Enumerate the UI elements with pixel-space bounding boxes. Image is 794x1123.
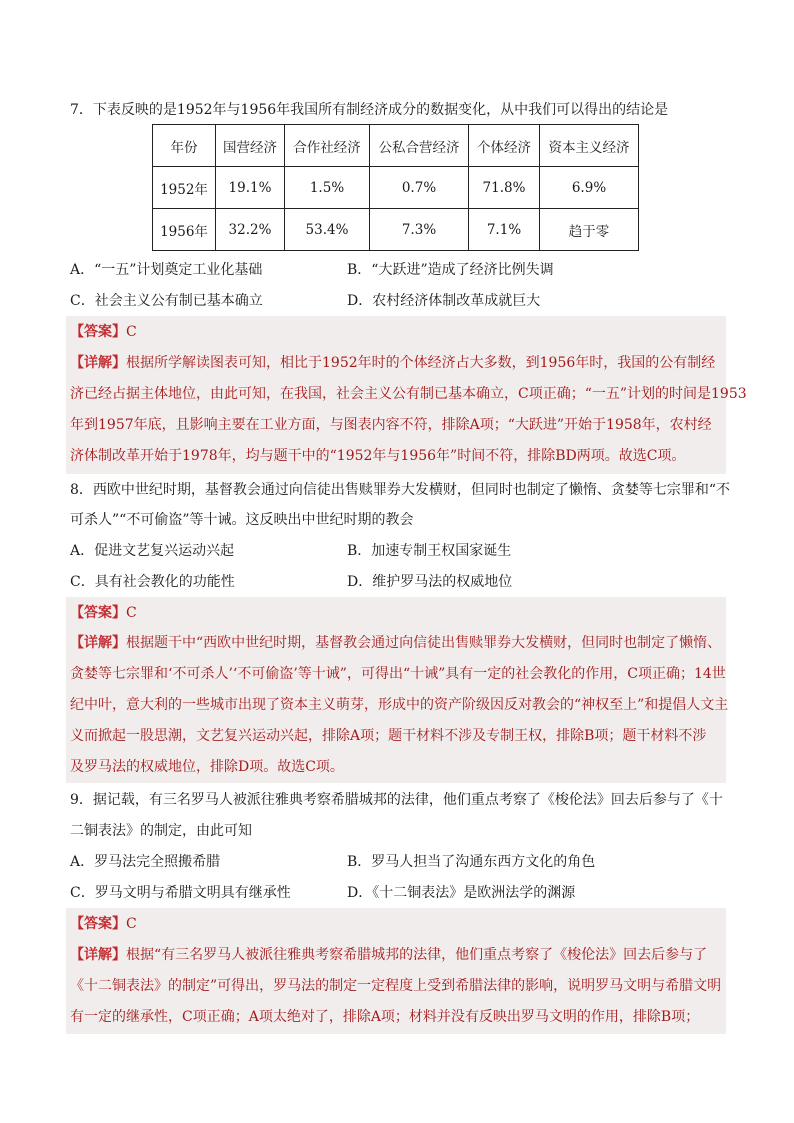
table-row [153,209,639,251]
detail-text: 根据“有三名罗马人被派往雅典考察希腊城邦的法律，他们重点考察了《梭伦法》回去后参与了 [126,947,708,963]
table-cell: 32.2% [216,209,285,251]
table-header-cell: 公私合营经济 [370,125,469,167]
table-row [153,167,639,209]
q8-detail-line: 义而掀起一股思潮，文艺复兴运动兴起，排除A项；题干材料不涉及专制王权，排除B项；题干材料不涉 [70,728,707,744]
q8-stem: 可杀人”“不可偷盗”等十诫。这反映出中世纪时期的教会 [70,512,414,528]
q9-option-b: B．罗马人担当了沟通东西方文化的角色 [347,854,596,870]
q8-option-b: B．加速专制王权国家诞生 [347,543,512,559]
q9-answer [70,914,137,934]
table-cell: 1956年 [153,209,216,251]
detail-text: 根据题干中“西欧中世纪时期，基督教会通过向信徒出售赎罪券大发横财，但同时也制定了懒惰、 [126,635,722,651]
table-header-cell: 年份 [153,125,216,167]
q8-answer-block [66,597,729,783]
table-cell: 1952年 [153,167,216,209]
q7-detail-line: 济已经占据主体地位，由此可知，在我国，社会主义公有制已基本确立，C项正确；“一五”计划的时间是1953 [70,386,747,402]
q8-option-a: A．促进文艺复兴运动兴起 [70,543,235,559]
answer-label: 【答案】 [70,916,126,932]
detail-label: 【详解】 [70,355,126,371]
table-cell: 19.1% [216,167,285,209]
table-cell: 趋于零 [540,209,639,251]
table-cell: 53.4% [285,209,370,251]
q9-option-d: D．《十二铜表法》是欧洲法学的渊源 [347,885,576,901]
q8-detail-line: 纪中叶，意大利的一些城市出现了资本主义萌芽，形成中的资产阶级因反对教会的“神权至上”和提倡人文主 [70,697,729,713]
table-cell: 0.7% [370,167,469,209]
q8-option-d: D．维护罗马法的权威地位 [347,574,513,590]
q9-option-a: A．罗马法完全照搬希腊 [70,854,221,870]
table-cell: 1.5% [285,167,370,209]
q9-stem: 二铜表法》的制定，由此可知 [70,823,252,839]
q9-detail-line [70,945,707,965]
q9-detail-line: 有一定的继承性，C项正确；A项太绝对了，排除A项；材料并没有反映出罗马文明的作用，排除B项； [70,1009,700,1025]
q9-stem: 9．据记载，有三名罗马人被派往雅典考察希腊城邦的法律，他们重点考察了《梭伦法》回去后参与了《十 [70,792,723,808]
q8-option-c: C．具有社会教化的功能性 [70,574,235,590]
q7-option-b: B．“大跃进”造成了经济比例失调 [347,262,554,278]
q7-option-d: D．农村经济体制改革成就巨大 [347,293,541,309]
q8-detail-line [70,633,721,653]
q8-stem: 8．西欧中世纪时期，基督教会通过向信徒出售赎罪券大发横财，但同时也制定了懒惰、贪婪等七宗罪和“不 [70,482,731,498]
table-cell: 71.8% [469,167,540,209]
answer-value: C [126,605,137,621]
table-cell: 6.9% [540,167,639,209]
detail-text: 根据所学解读图表可知，相比于1952年时的个体经济占大多数，到1956年时，我国的公有制经 [126,355,716,371]
table-cell: 7.3% [370,209,469,251]
table-header-cell: 个体经济 [469,125,540,167]
answer-label: 【答案】 [70,605,126,621]
detail-label: 【详解】 [70,635,126,651]
table-header-row [153,125,639,167]
q9-option-c: C．罗马文明与希腊文明具有继承性 [70,885,291,901]
q9-detail-line: 《十二铜表法》的制定”可得出，罗马法的制定一定程度上受到希腊法律的影响，说明罗马文明与希腊文明 [70,978,722,994]
answer-label: 【答案】 [70,324,126,340]
table-header-cell: 资本主义经济 [540,125,639,167]
q8-detail-line: 及罗马法的权威地位，排除D项。故选C项。 [70,759,344,775]
detail-label: 【详解】 [70,947,126,963]
q8-detail-line: 贪婪等七宗罪和‘不可杀人’‘不可偷盗’等十诫”，可得出“十诫”具有一定的社会教化的作用，C项正确；14世 [70,666,726,682]
table-cell: 7.1% [469,209,540,251]
table-header-cell: 合作社经济 [285,125,370,167]
q7-detail-line [70,353,715,373]
answer-value: C [126,324,137,340]
q7-option-c: C．社会主义公有制已基本确立 [70,293,263,309]
answer-value: C [126,916,137,932]
table-header-cell: 国营经济 [216,125,285,167]
ownership-data-table [152,124,639,251]
q7-detail-line: 济体制改革开始于1978年，均与题干中的“1952年与1956年”时间不符，排除BD两项。故选C项。 [70,448,686,464]
q7-stem: 7．下表反映的是1952年与1956年我国所有制经济成分的数据变化，从中我们可以得出的结论是 [70,102,669,118]
q7-option-a: A．“一五”计划奠定工业化基础 [70,262,263,278]
q7-detail-line: 年到1957年底，且影响主要在工业方面，与图表内容不符，排除A项；“大跃进”开始于1958年，农村经 [70,417,712,433]
q7-answer [70,322,137,342]
q8-answer [70,603,137,623]
